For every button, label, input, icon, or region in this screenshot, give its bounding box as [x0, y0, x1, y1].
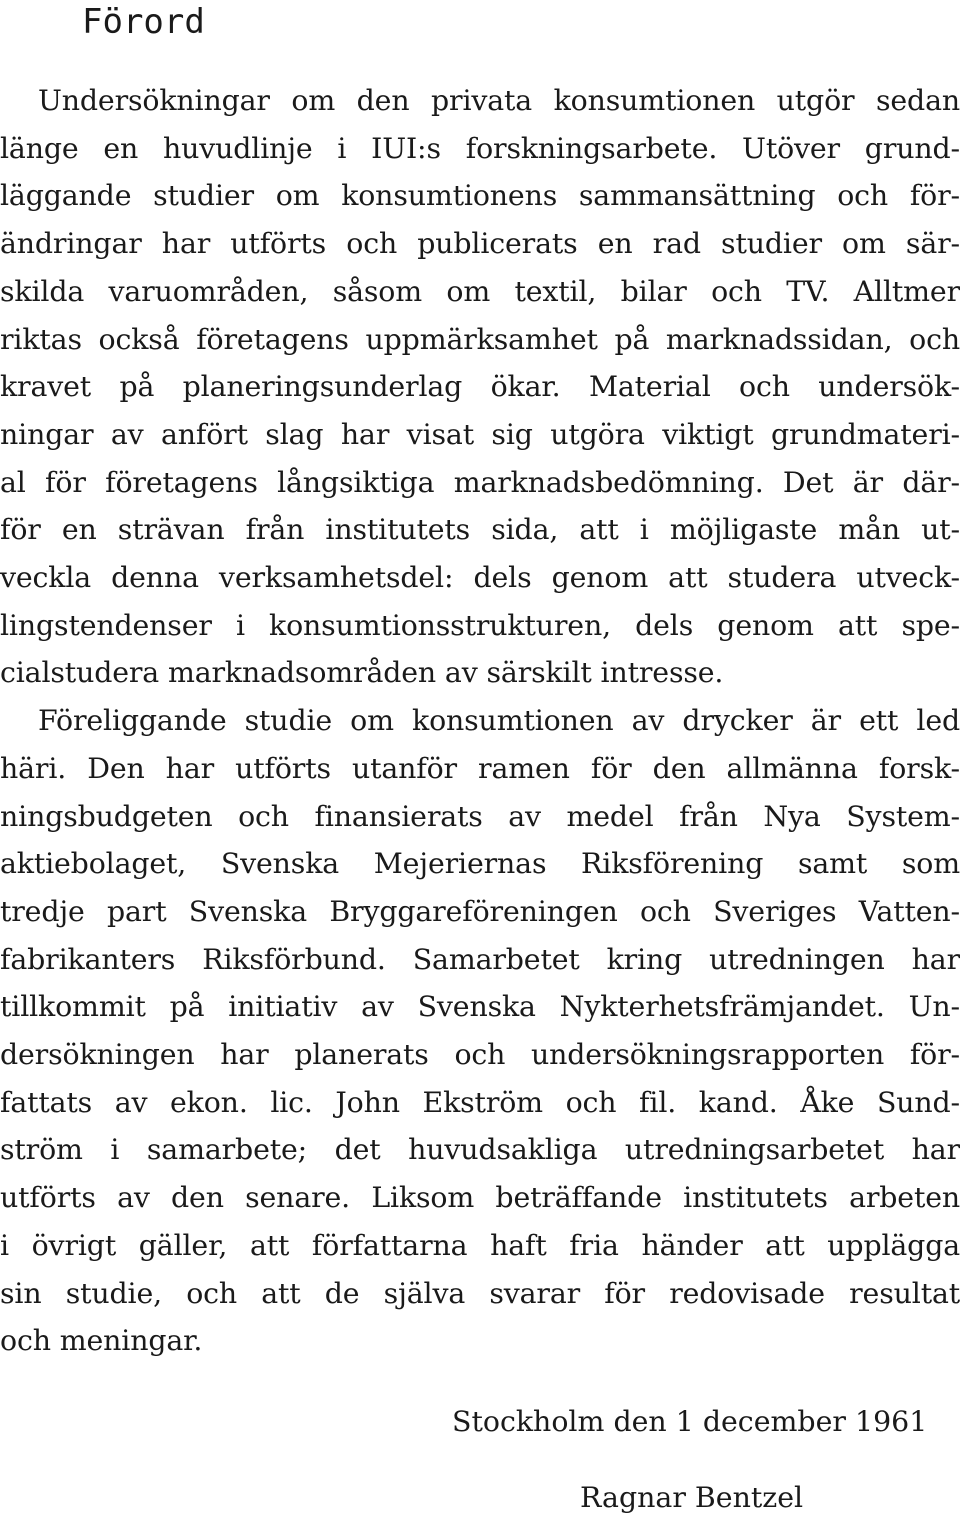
text-line: för en strävan från institutets sida, att i möjligaste mån ut- [0, 513, 960, 547]
text-line: cialstudera marknadsområden av särskilt intresse. [0, 656, 724, 690]
text-line: riktas också företagens uppmärksamhet på marknadssidan, och [0, 322, 960, 356]
text-line: skilda varuområden, såsom om textil, bilar och TV. Alltmer [0, 274, 960, 308]
text-line: veckla denna verksamhetsdel: dels genom att studera utveck- [0, 561, 960, 595]
text-line: ändringar har utförts och publicerats en rad studier om sär- [0, 227, 960, 261]
text-line: och meningar. [0, 1324, 203, 1358]
text-line: häri. Den har utförts utanför ramen för den allmänna forsk- [0, 751, 960, 785]
text-line: ningsbudgeten och finansierats av medel från Nya System- [0, 799, 960, 833]
text-line: sin studie, och att de själva svarar för redovisade resultat [0, 1276, 960, 1310]
text-line: Undersökningar om den privata konsumtionen utgör sedan [38, 84, 960, 117]
place-date: Stockholm den 1 december 1961 [452, 1405, 928, 1438]
text-line: i övrigt gäller, att författarna haft fria händer att upplägga [0, 1228, 960, 1262]
text-line: tillkommit på initiativ av Svenska Nykterhetsfrämjandet. Un- [0, 990, 960, 1024]
text-line: Föreliggande studie om konsumtionen av drycker är ett led [38, 704, 960, 738]
text-line: aktiebolaget, Svenska Mejeriernas Riksförening samt som [0, 847, 960, 881]
page-title: Förord [82, 2, 205, 42]
text-line: dersökningen har planerats och undersökningsrapporten för- [0, 1038, 960, 1072]
text-line: al för företagens långsiktiga marknadsbedömning. Det är där- [0, 465, 960, 499]
text-line: lingstendenser i konsumtionsstrukturen, dels genom att spe- [0, 608, 960, 642]
text-line: ström i samarbete; det huvudsakliga utredningsarbetet har [0, 1133, 960, 1167]
foreword-body [0, 77, 960, 1365]
text-line: utförts av den senare. Liksom beträffande institutets arbeten [0, 1181, 960, 1215]
text-line: kravet på planeringsunderlag ökar. Material och undersök- [0, 370, 960, 404]
text-line: fattats av ekon. lic. John Ekström och fil. kand. Åke Sund- [0, 1085, 960, 1119]
signature: Ragnar Bentzel [580, 1481, 804, 1514]
text-line: fabrikanters Riksförbund. Samarbetet kring utredningen har [0, 942, 960, 976]
text-line: läggande studier om konsumtionens sammansättning och för- [0, 179, 960, 213]
text-line: ningar av anfört slag har visat sig utgöra viktigt grundmateri- [0, 417, 960, 451]
text-line: tredje part Svenska Bryggareföreningen och Sveriges Vatten- [0, 894, 960, 928]
text-line: länge en huvudlinje i IUI:s forskningsarbete. Utöver grund- [0, 131, 960, 165]
